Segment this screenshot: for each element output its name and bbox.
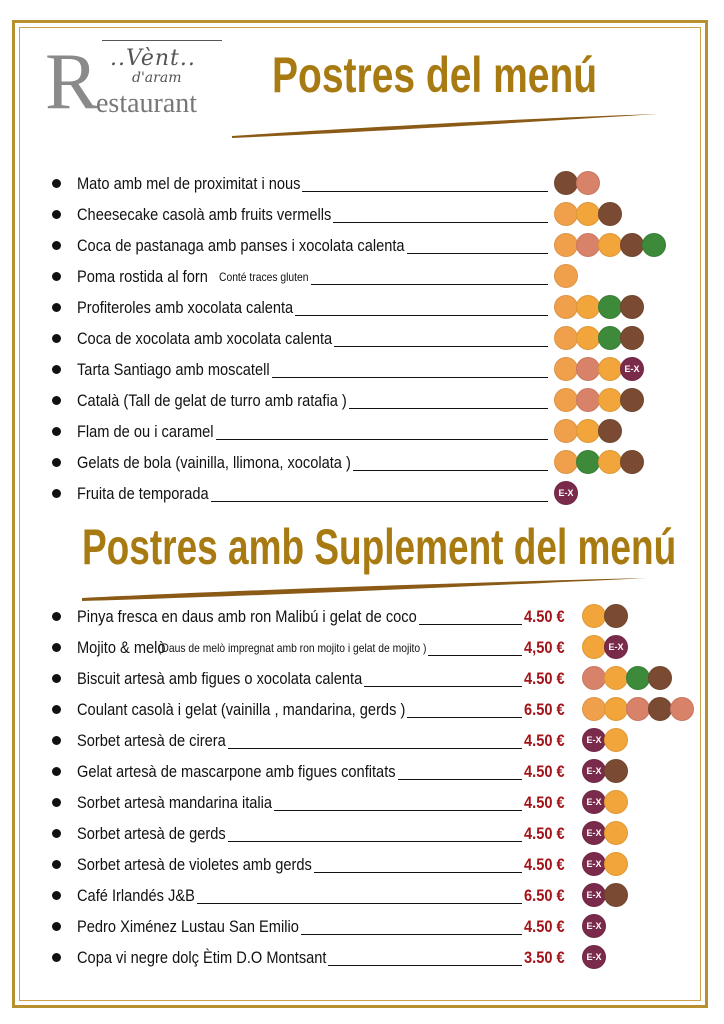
allergen-nuts-icon bbox=[582, 666, 606, 690]
allergen-icons bbox=[582, 666, 670, 690]
bullet bbox=[52, 643, 61, 652]
allergen-milk-icon bbox=[604, 883, 628, 907]
allergen-egg-icon bbox=[598, 450, 622, 474]
menu-item-price: 4.50 € bbox=[524, 731, 565, 750]
section1-list bbox=[52, 168, 640, 509]
bullet bbox=[52, 210, 61, 219]
allergen-egg-icon bbox=[604, 821, 628, 845]
leader-line bbox=[364, 686, 522, 687]
leader-line bbox=[311, 284, 548, 285]
allergen-gluten-icon bbox=[554, 233, 578, 257]
menu-item-price: 4.50 € bbox=[524, 855, 565, 874]
leader-line bbox=[328, 965, 522, 966]
allergen-nuts-icon bbox=[576, 171, 600, 195]
allergen-egg-icon bbox=[598, 357, 622, 381]
bullet bbox=[52, 891, 61, 900]
allergen-icons bbox=[582, 790, 626, 814]
allergen-icons bbox=[582, 728, 626, 752]
allergen-milk-icon bbox=[598, 419, 622, 443]
bullet bbox=[52, 334, 61, 343]
allergen-egg-icon bbox=[576, 202, 600, 226]
menu-item-name: Cheesecake casolà amb fruits vermells bbox=[77, 204, 332, 224]
allergen-icons bbox=[554, 419, 620, 443]
menu-item-name: Pinya fresca en daus amb ron Malibú i gelat de coco bbox=[77, 606, 417, 626]
allergen-milk-icon bbox=[648, 666, 672, 690]
section2-title: Postres amb Suplement del menú bbox=[82, 519, 677, 575]
allergen-egg-icon bbox=[582, 604, 606, 628]
allergen-egg-icon bbox=[604, 666, 628, 690]
allergen-nuts-icon bbox=[576, 357, 600, 381]
menu-item-name: Copa vi negre dolç Ètim D.O Montsant bbox=[77, 947, 327, 967]
allergen-milk-icon bbox=[648, 697, 672, 721]
allergen-gluten-icon bbox=[554, 357, 578, 381]
logo-aram-text: d'aram bbox=[132, 70, 182, 86]
menu-item-name: Gelats de bola (vainilla, llimona, xocolata ) bbox=[77, 452, 351, 472]
allergen-gluten-icon bbox=[554, 419, 578, 443]
allergen-icons bbox=[582, 604, 626, 628]
allergen-sulf-icon: E-X bbox=[582, 914, 606, 938]
allergen-milk-icon bbox=[554, 171, 578, 195]
menu-item-note: Conté traces gluten bbox=[219, 269, 309, 284]
allergen-milk-icon bbox=[620, 326, 644, 350]
allergen-milk-icon bbox=[604, 604, 628, 628]
menu-item-name: Català (Tall de gelat de turro amb ratafia ) bbox=[77, 390, 347, 410]
menu-item bbox=[52, 880, 602, 911]
menu-item bbox=[52, 787, 602, 818]
allergen-soy-icon bbox=[598, 295, 622, 319]
allergen-icons bbox=[554, 171, 598, 195]
logo-restaurant-text: estaurant bbox=[96, 88, 198, 119]
allergen-gluten-icon bbox=[582, 697, 606, 721]
allergen-icons bbox=[582, 945, 604, 969]
allergen-milk-icon bbox=[620, 295, 644, 319]
leader-line bbox=[419, 624, 522, 625]
leader-line bbox=[228, 748, 522, 749]
menu-item-note: (Daus de melò impregnat amb ron mojito i gelat de mojito ) bbox=[157, 640, 427, 655]
bullet bbox=[52, 736, 61, 745]
menu-item bbox=[52, 261, 458, 292]
allergen-icons bbox=[582, 883, 626, 907]
menu-item bbox=[52, 632, 624, 663]
menu-item-price: 4.50 € bbox=[524, 917, 565, 936]
menu-item bbox=[52, 478, 574, 509]
allergen-icons bbox=[582, 759, 626, 783]
title1-swoosh bbox=[230, 110, 660, 140]
leader-line bbox=[407, 717, 522, 718]
bullet bbox=[52, 798, 61, 807]
leader-line bbox=[274, 810, 522, 811]
menu-item-price: 4.50 € bbox=[524, 607, 565, 626]
bullet bbox=[52, 365, 61, 374]
menu-item bbox=[52, 385, 458, 416]
leader-line bbox=[349, 408, 548, 409]
menu-item bbox=[52, 942, 602, 973]
allergen-egg-icon bbox=[576, 295, 600, 319]
menu-item-name: Sorbet artesà de gerds bbox=[77, 823, 226, 843]
leader-line bbox=[334, 346, 548, 347]
menu-item bbox=[52, 230, 458, 261]
bullet bbox=[52, 705, 61, 714]
leader-line bbox=[211, 501, 548, 502]
allergen-icons bbox=[554, 357, 642, 381]
bullet bbox=[52, 272, 61, 281]
bullet bbox=[52, 922, 61, 931]
menu-item bbox=[52, 323, 458, 354]
menu-item-name: Coca de xocolata amb xocolata calenta bbox=[77, 328, 333, 348]
menu-item-name: Coca de pastanaga amb panses i xocolata calenta bbox=[77, 235, 405, 255]
menu-item-name: Tarta Santiago amb moscatell bbox=[77, 359, 270, 379]
allergen-icons bbox=[582, 635, 626, 659]
allergen-gluten-icon bbox=[554, 388, 578, 412]
bullet bbox=[52, 860, 61, 869]
bullet bbox=[52, 612, 61, 621]
menu-item bbox=[52, 756, 602, 787]
allergen-soy-icon bbox=[626, 666, 650, 690]
menu-item bbox=[52, 694, 565, 725]
allergen-milk-icon bbox=[620, 388, 644, 412]
menu-item-name: Pedro Ximénez Lustau San Emilio bbox=[77, 916, 299, 936]
menu-item-price: 4.50 € bbox=[524, 669, 565, 688]
allergen-icons bbox=[582, 914, 604, 938]
leader-line bbox=[216, 439, 548, 440]
allergen-nuts-icon bbox=[670, 697, 694, 721]
menu-item-name: Profiteroles amb xocolata calenta bbox=[77, 297, 294, 317]
menu-item-price: 3.50 € bbox=[524, 948, 565, 967]
allergen-egg-icon bbox=[582, 635, 606, 659]
allergen-egg-icon bbox=[604, 852, 628, 876]
menu-item bbox=[52, 725, 602, 756]
menu-item-name: Flam de ou i caramel bbox=[77, 421, 214, 441]
menu-item-price: 4.50 € bbox=[524, 762, 565, 781]
menu-item-name: Gelat artesà de mascarpone amb figues confitats bbox=[77, 761, 396, 781]
leader-line bbox=[333, 222, 548, 223]
menu-item bbox=[52, 849, 602, 880]
bullet bbox=[52, 489, 61, 498]
menu-item bbox=[52, 168, 458, 199]
allergen-gluten-icon bbox=[554, 202, 578, 226]
allergen-soy-icon bbox=[598, 326, 622, 350]
bullet bbox=[52, 829, 61, 838]
menu-item-name: Biscuit artesà amb figues o xocolata calenta bbox=[77, 668, 363, 688]
allergen-nuts-icon bbox=[576, 233, 600, 257]
allergen-icons bbox=[554, 388, 642, 412]
allergen-sulf-icon: E-X bbox=[582, 728, 606, 752]
allergen-gluten-icon bbox=[554, 450, 578, 474]
menu-item bbox=[52, 416, 458, 447]
allergen-sulf-icon: E-X bbox=[620, 357, 644, 381]
menu-item-price: 6.50 € bbox=[524, 700, 565, 719]
bullet bbox=[52, 241, 61, 250]
section1-title: Postres del menú bbox=[272, 47, 598, 103]
bullet bbox=[52, 303, 61, 312]
menu-item bbox=[52, 911, 602, 942]
allergen-milk-icon bbox=[620, 233, 644, 257]
menu-item-price: 4.50 € bbox=[524, 824, 565, 843]
allergen-milk-icon bbox=[604, 759, 628, 783]
allergen-sulf-icon: E-X bbox=[582, 821, 606, 845]
allergen-egg-icon bbox=[598, 388, 622, 412]
leader-line bbox=[398, 779, 522, 780]
menu-item-name: Poma rostida al forn bbox=[77, 266, 208, 286]
allergen-egg-icon bbox=[576, 326, 600, 350]
allergen-egg-icon bbox=[576, 419, 600, 443]
leader-line bbox=[272, 377, 548, 378]
allergen-icons bbox=[582, 852, 626, 876]
menu-item bbox=[52, 601, 565, 632]
logo-vent-text: ..Vènt.. bbox=[110, 46, 196, 71]
allergen-sulf-icon: E-X bbox=[582, 759, 606, 783]
allergen-icons bbox=[582, 821, 626, 845]
menu-item-name: Fruita de temporada bbox=[77, 483, 209, 503]
menu-item bbox=[52, 447, 458, 478]
bullet bbox=[52, 427, 61, 436]
allergen-soy-icon bbox=[576, 450, 600, 474]
logo-letter: R bbox=[45, 38, 99, 126]
leader-line bbox=[197, 903, 522, 904]
allergen-gluten-icon bbox=[554, 264, 578, 288]
allergen-egg-icon bbox=[604, 697, 628, 721]
allergen-sulf-icon: E-X bbox=[554, 481, 578, 505]
menu-item-price: 6.50 € bbox=[524, 886, 565, 905]
title2-swoosh bbox=[80, 576, 650, 602]
menu-item bbox=[52, 818, 602, 849]
allergen-soy-icon bbox=[642, 233, 666, 257]
allergen-egg-icon bbox=[604, 790, 628, 814]
allergen-sulf-icon: E-X bbox=[604, 635, 628, 659]
allergen-icons bbox=[554, 233, 664, 257]
leader-line bbox=[295, 315, 548, 316]
bullet bbox=[52, 179, 61, 188]
allergen-icons bbox=[554, 326, 642, 350]
leader-line bbox=[302, 191, 548, 192]
menu-item-name: Mato amb mel de proximitat i nous bbox=[77, 173, 301, 193]
allergen-sulf-icon: E-X bbox=[582, 852, 606, 876]
allergen-milk-icon bbox=[598, 202, 622, 226]
allergen-gluten-icon bbox=[554, 326, 578, 350]
logo-divider bbox=[102, 40, 222, 41]
allergen-icons bbox=[554, 202, 620, 226]
allergen-sulf-icon: E-X bbox=[582, 790, 606, 814]
leader-line bbox=[407, 253, 548, 254]
menu-item-name: Sorbet artesà de cirera bbox=[77, 730, 226, 750]
leader-line bbox=[228, 841, 522, 842]
menu-item bbox=[52, 292, 458, 323]
allergen-egg-icon bbox=[598, 233, 622, 257]
allergen-icons bbox=[554, 481, 576, 505]
menu-item-price: 4,50 € bbox=[524, 638, 565, 657]
menu-item-name: Sorbet artesà mandarina italia bbox=[77, 792, 273, 812]
menu-item-name: Mojito & melò bbox=[77, 637, 166, 657]
menu-item-name: Coulant casolà i gelat (vainilla , mandarina, gerds ) bbox=[77, 699, 406, 719]
allergen-icons bbox=[554, 450, 642, 474]
section2-list bbox=[52, 601, 624, 973]
allergen-icons bbox=[554, 264, 576, 288]
menu-item bbox=[52, 354, 640, 385]
allergen-icons bbox=[582, 697, 692, 721]
leader-line bbox=[353, 470, 548, 471]
allergen-egg-icon bbox=[604, 728, 628, 752]
leader-line bbox=[301, 934, 522, 935]
allergen-gluten-icon bbox=[554, 295, 578, 319]
menu-item-price: 4.50 € bbox=[524, 793, 565, 812]
allergen-nuts-icon bbox=[576, 388, 600, 412]
allergen-nuts-icon bbox=[626, 697, 650, 721]
allergen-sulf-icon: E-X bbox=[582, 883, 606, 907]
menu-item-name: Sorbet artesà de violetes amb gerds bbox=[77, 854, 312, 874]
bullet bbox=[52, 396, 61, 405]
leader-line bbox=[314, 872, 522, 873]
menu-item bbox=[52, 199, 458, 230]
bullet bbox=[52, 458, 61, 467]
bullet bbox=[52, 953, 61, 962]
allergen-milk-icon bbox=[620, 450, 644, 474]
leader-line bbox=[428, 655, 522, 656]
bullet bbox=[52, 674, 61, 683]
bullet bbox=[52, 767, 61, 776]
allergen-sulf-icon: E-X bbox=[582, 945, 606, 969]
menu-item bbox=[52, 663, 565, 694]
menu-item-name: Café Irlandés J&B bbox=[77, 885, 195, 905]
allergen-icons bbox=[554, 295, 642, 319]
